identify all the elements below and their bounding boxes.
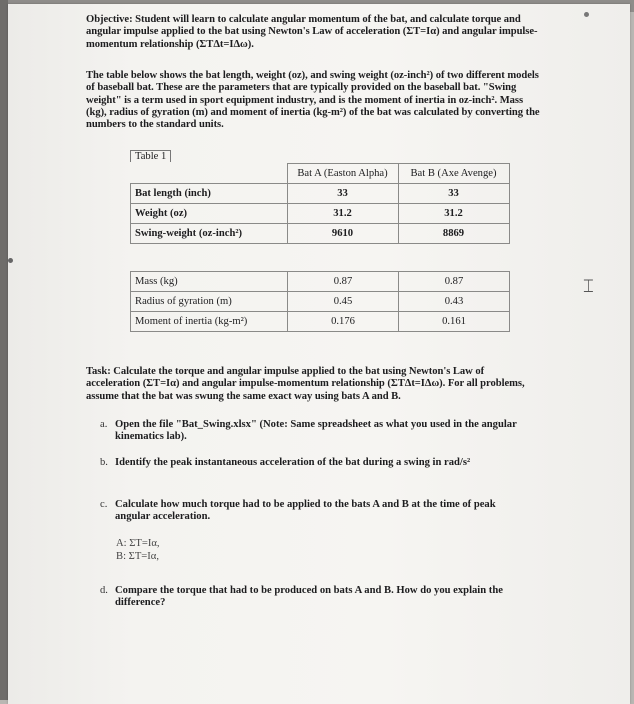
cell-bat-b: 0.87 [399, 272, 510, 292]
objective-paragraph [86, 14, 556, 51]
equation-bat-b: B: ΣT=Iα, [116, 551, 159, 562]
item-label: d. [100, 585, 108, 596]
table-row [131, 292, 510, 312]
item-text: Identify the peak instantaneous acceleration of the bat during a swing in rad/s² [115, 457, 471, 468]
table-row [131, 224, 510, 244]
equation-bat-a: A: ΣT=Iα, [116, 538, 160, 549]
cell-bat-b: 33 [398, 184, 509, 204]
row-label: Moment of inertia (kg-m²) [131, 312, 288, 332]
bat-parameters-table [130, 163, 510, 244]
task-text: Calculate the torque and angular impulse applied to the bat using Newton's Law of acceleration (ΣT=Iα) and angular impulse-momentum relationship (ΣTΔt=IΔω). For all problems, assume that the bat was swung the same exact way using bats A and B. [86, 366, 525, 402]
table-row [131, 312, 510, 332]
table-row [131, 184, 510, 204]
cell-bat-a: 0.176 [288, 312, 399, 332]
objective-text: Student will learn to calculate angular momentum of the bat, and calculate torque and angular impulse applied to the bat using Newton's Law of acceleration (ΣT=Iα) and angular impulse-momentum relationship (ΣTΔt=IΔω). [86, 14, 538, 50]
cell-bat-b: 0.161 [399, 312, 510, 332]
cell-bat-a: 31.2 [287, 204, 398, 224]
table-row [131, 204, 510, 224]
item-label: c. [100, 499, 108, 510]
item-text: Compare the torque that had to be produced on bats A and B. How do you explain the difference? [115, 585, 503, 609]
task-paragraph [86, 366, 536, 403]
task-label: Task: [86, 366, 111, 377]
intro-paragraph: The table below shows the bat length, weight (oz), and swing weight (oz-inch²) of two different models of baseball bat. These are the parameters that are typically provided on the baseball bat. "Swing weight" is a term used in sport equipment industry, and is the moment of inertia in oz-inch². Mass (kg), radius of gyration (m) and moment of inertia (kg-m²) of the bat was calculated by converting the numbers to the standard units. [86, 70, 540, 131]
cell-bat-a: 0.45 [288, 292, 399, 312]
cell-bat-a: 0.87 [288, 272, 399, 292]
cell-bat-a: 9610 [287, 224, 398, 244]
cell-bat-b: 31.2 [398, 204, 509, 224]
table-caption: Table 1 [130, 150, 171, 162]
table-row [131, 272, 510, 292]
cell-bat-b: 8869 [398, 224, 509, 244]
item-label: b. [100, 457, 108, 468]
item-text: Calculate how much torque had to be applied to the bats A and B at the time of peak angular acceleration. [115, 499, 496, 523]
item-text: Open the file "Bat_Swing.xlsx" (Note: Same spreadsheet as what you used in the angular kinematics lab). [115, 419, 517, 443]
cell-bat-a: 33 [287, 184, 398, 204]
row-label: Radius of gyration (m) [131, 292, 288, 312]
edge-dot [8, 258, 13, 263]
column-header-bat-b: Bat B (Axe Avenge) [398, 164, 509, 184]
item-label: a. [100, 419, 108, 430]
objective-label: Objective: [86, 14, 133, 25]
corner-dot [584, 12, 589, 17]
cell-bat-b: 0.43 [399, 292, 510, 312]
text-cursor-icon: ⌶ [583, 276, 594, 297]
bat-standard-units-table [130, 271, 510, 332]
background-left [0, 0, 8, 700]
row-label: Weight (oz) [131, 204, 288, 224]
row-label: Mass (kg) [131, 272, 288, 292]
table-header-row [131, 164, 510, 184]
column-header-bat-a: Bat A (Easton Alpha) [287, 164, 398, 184]
row-label: Bat length (inch) [131, 184, 288, 204]
row-label: Swing-weight (oz-inch²) [131, 224, 288, 244]
